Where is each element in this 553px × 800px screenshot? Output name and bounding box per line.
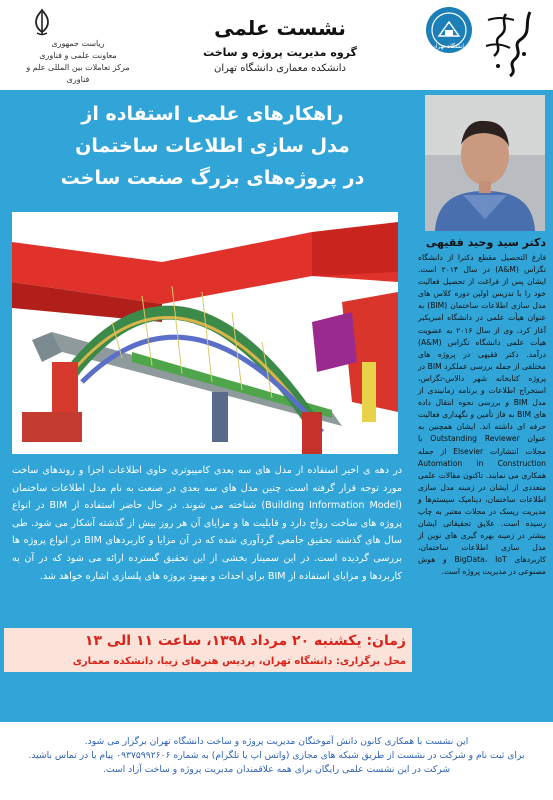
headline-line-3: در پروژه‌های بزرگ صنعت ساخت xyxy=(60,167,365,189)
event-time: زمان: یکشنبه ۲۰ مرداد ۱۳۹۸، ساعت ۱۱ الی ۱۳ xyxy=(84,633,406,649)
gov-line-2: معاونت علمی و فناوری xyxy=(39,51,117,60)
event-heading xyxy=(165,16,395,75)
footer-line-1: این نشست با همکاری کانون دانش آموختگان مدیریت پروژه و ساخت دانشگاه تهران برگزار می شود. xyxy=(84,736,469,747)
seminar-description: در دهه ی اخیر استفاده از مدل های سه بعدی کامپیوتری حاوی اطلاعات اجزا و روندهای ساخت مورد توجه قرار گرفته است. چنین مدل های سه بعدی در صنعت به نام مدل اطلاعات ساختمان (Building Information Model) شناخته می شوند. در حال حاضر استفاده از BIM در انواع پروژه های ساخت رواج دارد و قابلیت ها و مزایای آن هر روز بیش از گذشته آشکار می شود. طی سال های گذشته تحقیق جامعی گردآوری شده که در آن مزایا و کاربردهای BIM در انواع پروژه ها بررسی گردیده است. در این سمینار بخشی از این تحقیق گسترده ارائه می شود که در آن به کاربردها و مزایای استفاده از BIM برای احداث و بهبود پروژه های پلسازی اشاره خواهد شد. xyxy=(12,465,402,582)
headline-line-1: راهکارهای علمی استفاده از xyxy=(81,103,344,125)
government-lines xyxy=(18,38,138,86)
gov-line-3: مرکز تعاملات بین المللی علم و فناوری xyxy=(26,63,130,84)
footer-line-3: شرکت در این نشست علمی رایگان برای همه علاقمندان مدیریت پروژه و ساخت آزاد است. xyxy=(102,764,451,775)
main-title: نشست علمی xyxy=(214,16,346,40)
project-management-group-logo-icon xyxy=(480,6,540,80)
group-subtitle: گروه مدیریت پروژه و ساخت xyxy=(203,46,357,59)
speaker-photo-image xyxy=(425,95,545,231)
university-of-tehran-logo-icon xyxy=(425,6,473,54)
department-title: دانشکده معماری دانشگاه تهران xyxy=(214,63,346,74)
speaker-bio: فارغ التحصیل مقطع دکترا از دانشگاه تگزاس (A&M) در سال ۲۰۱۴ است. ایشان پس از فراغت از تحصیل فعالیت خود را با تدریس اولین دوره کلاس های مدل سازی اطلاعات ساختمان (BIM) به عنوان هیأت علمی در دانشگاه امبریکیر آغاز کرد. وی از سال ۲۰۱۶ به عضویت هیأت علمی دانشگاه تگزاس (A&M) درآمد. دکتر فقیهی در پروژه های مختلفی از جمله بررسی عملکرد BIM در پروژه کتابخانه شهر دالاس-تگزاس، استخراج اطلاعات و برنامه زمانبندی از مدل BIM و بررسی نحوه انتقال داده های BIM به فاز تأمین و نگهداری فعالیت حرفه ای داشته اند. ایشان همچنین به عنوان Outstanding Reviewer با مجلات انتشارات Elsevier از جمله Automation in Construction همکاری می نمایند. تاکنون مقالات علمی متعددی از ایشان در زمینه مدل سازی اطلاعات ساختمان، دینامیک سیستم‌ها و مدیریت ریسک در مجلات معتبر به چاپ رسیده است. علایق تحقیقاتی ایشان بیشتر در زمینه بهره گیری های نوین از مدل سازی اطلاعات ساختمان، کاربردهای BigData، IoT و هوش مصنوعی در مدیریت پروژه است. xyxy=(418,253,547,577)
iran-emblem-icon xyxy=(30,8,54,38)
gov-line-1: ریاست جمهوری xyxy=(51,39,105,48)
poster-header xyxy=(0,0,553,88)
bim-bridge-model-image xyxy=(12,212,398,454)
seminar-headline xyxy=(10,98,415,194)
poster-footer xyxy=(4,735,549,777)
speaker-name: دکتر سید وحید فقیهی xyxy=(425,236,546,249)
headline-line-2: مدل سازی اطلاعات ساختمان xyxy=(75,135,350,157)
footer-line-2: برای ثبت نام و شرکت در نشست از طریق شبکه های مجازی (واتس اپ یا تلگرام) به شماره ۰۹۳۷۵۹۹۲۶۰۶ پیام یا در تماس باشید. xyxy=(28,750,525,761)
ut-logo-text: دانشگاه تهران xyxy=(431,43,467,50)
event-venue: محل برگزاری: دانشگاه تهران، پردیس هنرهای زیبا، دانشکده معماری xyxy=(72,656,406,667)
